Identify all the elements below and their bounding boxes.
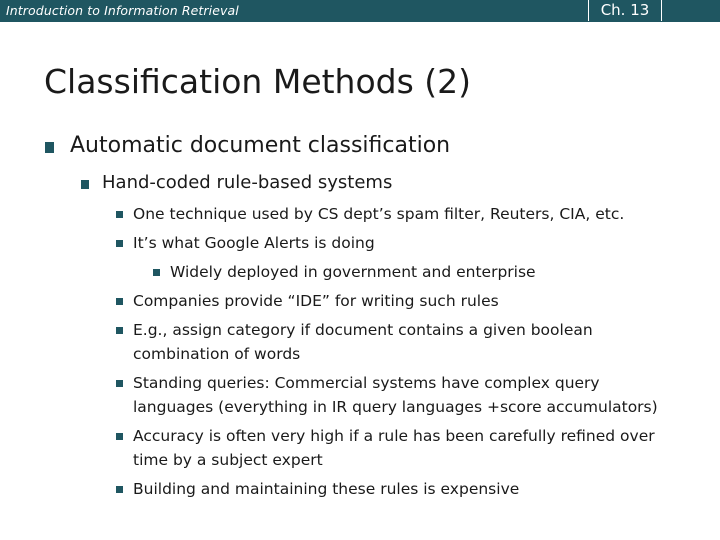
bullet-marker-icon [81,180,89,189]
bullet-item-continuation: time by a subject expert [133,451,323,469]
bullet-marker-icon [153,269,160,276]
chapter-box [588,0,662,21]
bullet-item: E.g., assign category if document contains a given boolean [133,321,593,339]
slide-title: Classification Methods (2) [44,62,472,101]
bullet-marker-icon [116,298,123,305]
course-title: Introduction to Information Retrieval [6,3,239,18]
bullet-marker-icon [116,240,123,247]
header-bar [0,0,720,22]
bullet-item: Companies provide “IDE” for writing such rules [133,292,499,310]
bullet-item: Accuracy is often very high if a rule has been carefully refined over [133,427,655,445]
chapter-label: Ch. 13 [600,1,650,19]
bullet-marker-icon [116,486,123,493]
bullet-level2: Hand-coded rule-based systems [102,172,393,193]
bullet-item-nested: Widely deployed in government and enterprise [170,263,536,281]
bullet-level1: Automatic document classification [70,133,451,158]
bullet-marker-icon [116,211,123,218]
bullet-marker-icon [45,142,54,153]
bullet-item: Building and maintaining these rules is expensive [133,480,520,498]
bullet-item: One technique used by CS dept’s spam filter, Reuters, CIA, etc. [133,205,625,223]
bullet-item-continuation: combination of words [133,345,301,363]
bullet-marker-icon [116,433,123,440]
bullet-marker-icon [116,380,123,387]
bullet-item: Standing queries: Commercial systems have complex query [133,374,600,392]
bullet-item-continuation: languages (everything in IR query languages +score accumulators) [133,398,658,416]
bullet-item: It’s what Google Alerts is doing [133,234,375,252]
bullet-marker-icon [116,327,123,334]
